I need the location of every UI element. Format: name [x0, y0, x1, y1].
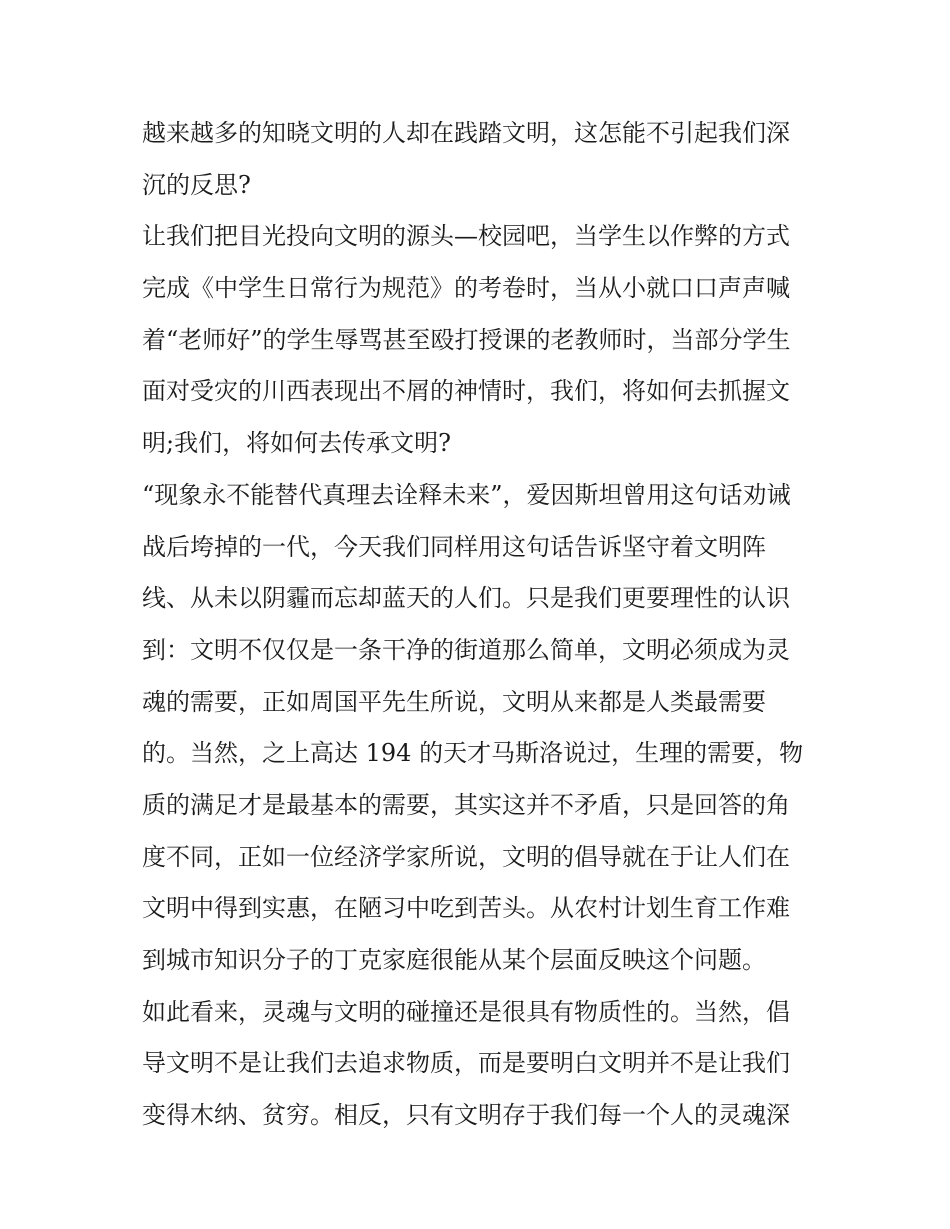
text-line: 导文明不是让我们去追求物质，而是要明白文明并不是让我们: [142, 1049, 790, 1078]
text-line: 沉的反思?: [142, 170, 251, 199]
text-line: 文明中得到实惠，在陋习中吃到苦头。从农村计划生育工作难: [142, 894, 790, 923]
text-line: 魂的需要，正如周国平先生所说，文明从来都是人类最需要: [142, 687, 766, 716]
text-line: 着“老师好”的学生辱骂甚至殴打授课的老教师时，当部分学生: [142, 325, 791, 354]
text-line: 质的满足才是最基本的需要，其实这并不矛盾，只是回答的角: [142, 790, 790, 819]
text-line: 到城市知识分子的丁克家庭很能从某个层面反映这个问题。: [142, 946, 766, 974]
text-line: 越来越多的知晓文明的人却在践踏文明，这怎能不引起我们深: [142, 119, 790, 147]
text-line: 的。当然，之上高达 194 的天才马斯洛说过，生理的需要，物: [142, 739, 804, 768]
text-line: 完成《中学生日常行为规范》的考卷时，当从小就口口声声喊: [142, 274, 790, 303]
text-line: “现象永不能替代真理去诠释未来”，爱因斯坦曾用这句话劝诫: [142, 480, 791, 509]
text-line: 变得木纳、贫穷。相反，只有文明存于我们每一个人的灵魂深: [142, 1101, 790, 1130]
text-line: 让我们把目光投向文明的源头—校园吧，当学生以作弊的方式: [142, 222, 790, 251]
text-line: 面对受灾的川西表现出不屑的神情时，我们，将如何去抓握文: [142, 377, 790, 406]
text-line: 明;我们，将如何去传承文明?: [142, 429, 451, 458]
text-line: 线、从未以阴霾而忘却蓝天的人们。只是我们更要理性的认识: [142, 584, 790, 613]
text-line: 战后垮掉的一代，今天我们同样用这句话告诉坚守着文明阵: [142, 532, 766, 561]
text-line: 到：文明不仅仅是一条干净的街道那么简单，文明必须成为灵: [142, 635, 790, 664]
text-line: 如此看来，灵魂与文明的碰撞还是很具有物质性的。当然，倡: [142, 997, 790, 1026]
text-line: 度不同，正如一位经济学家所说，文明的倡导就在于让人们在: [142, 842, 790, 871]
body-text: [142, 108, 822, 1142]
